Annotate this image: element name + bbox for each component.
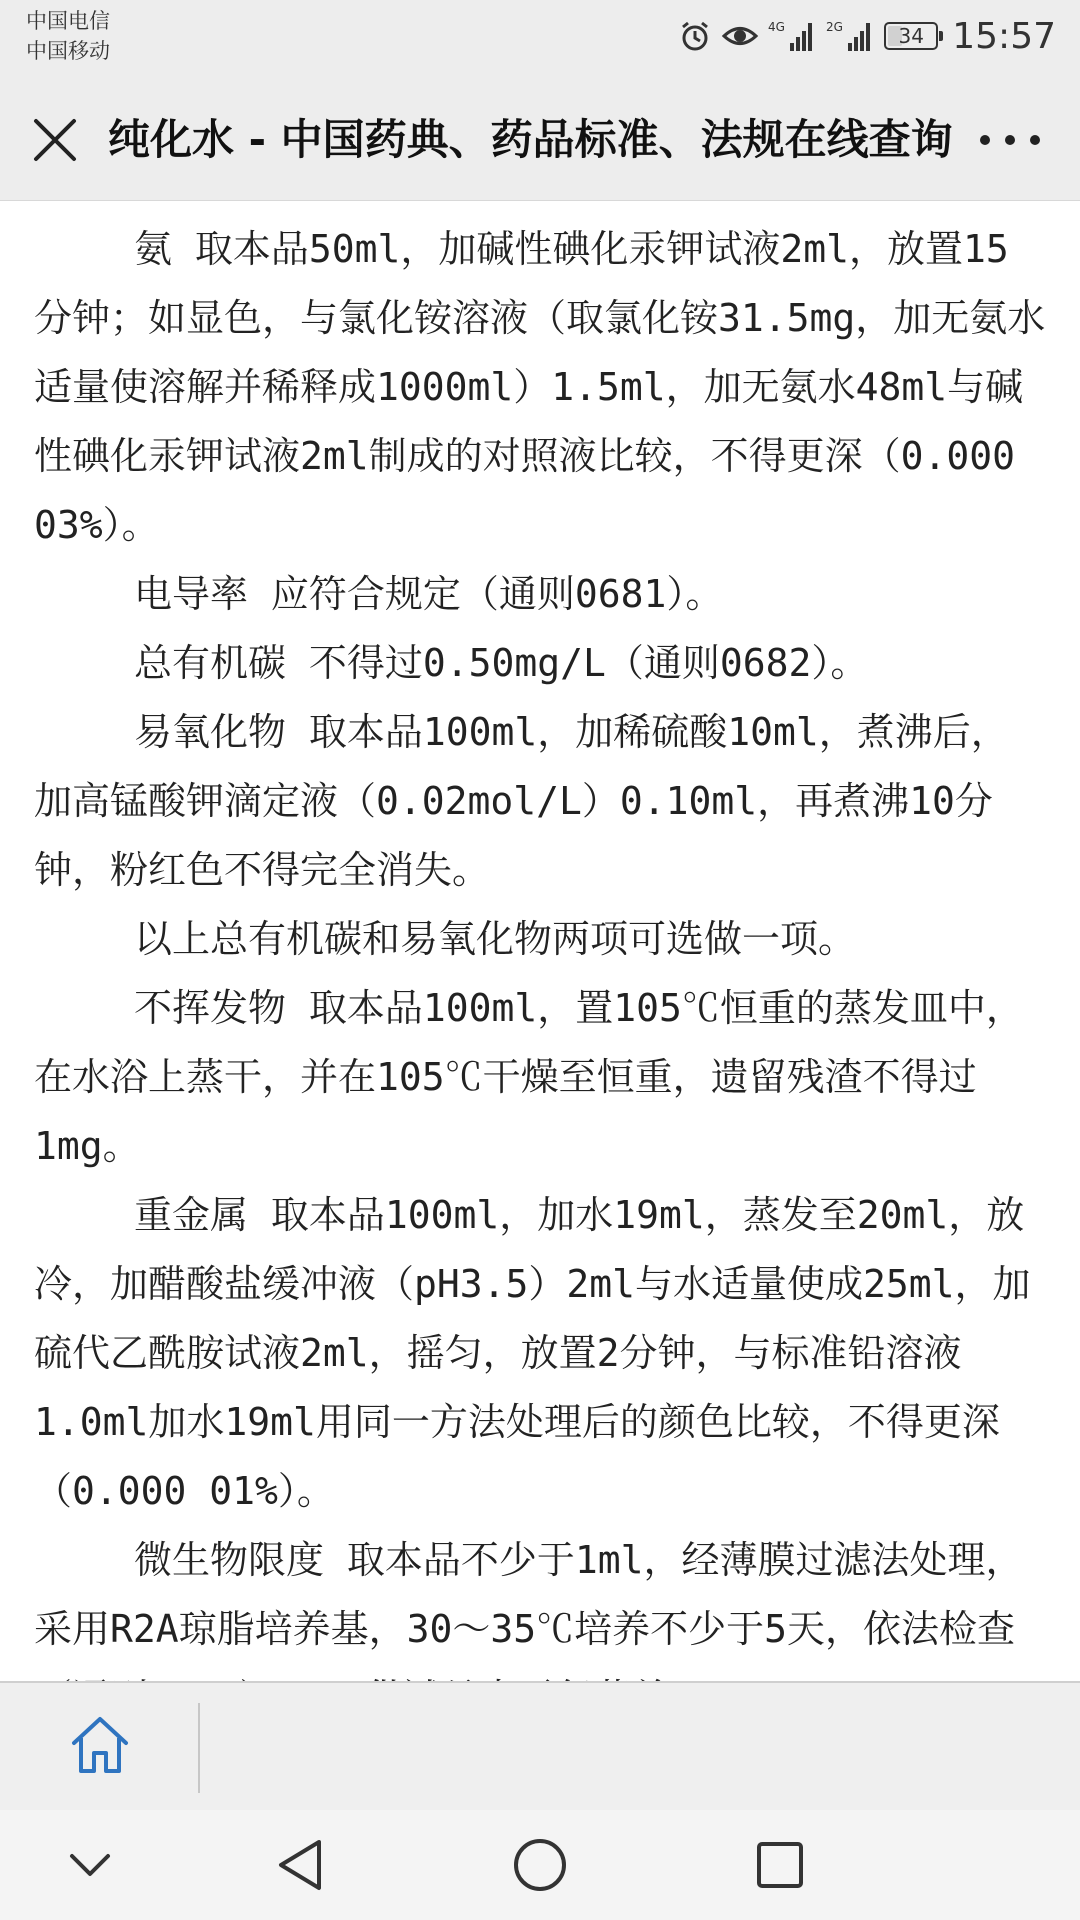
paragraph-text: 以上总有机碳和易氧化物两项可选做一项。 [134,917,857,961]
more-icon-dot [1030,135,1040,145]
paragraph-conductivity [0,560,1080,629]
paragraph-text: 氨 取本品50ml，加碱性碘化汞钾试液2ml，放置15分钟；如显色，与氯化铵溶液（取氯化铵31.5mg，加无氨水适量使溶解并稀释成1000ml）1.5ml，加无氨水48ml与碱性碘化汞钾试液2ml制成的对照液比较，不得更深（0.000 03%）。 [34,227,1046,547]
signal-4g-icon [768,19,816,53]
nav-back-button[interactable] [270,1835,330,1895]
home-icon [68,1713,132,1777]
paragraph-note [0,905,1080,974]
paragraph-text: 易氧化物 取本品100ml，加稀硫酸10ml，煮沸后，加高锰酸钾滴定液（0.02mol/L）0.10ml，再煮沸10分钟，粉红色不得完全消失。 [34,710,1009,892]
battery-level: 34 [898,24,924,48]
more-button[interactable] [980,130,1040,150]
signal-2g-icon [826,19,874,53]
carrier-labels [26,6,110,66]
more-icon-dot [980,135,990,145]
paragraph-text: 电导率 应符合规定（通则0681）。 [134,572,724,616]
home-circle-icon [512,1837,568,1893]
carrier-1: 中国电信 [26,9,110,33]
status-bar [0,0,1080,80]
paragraph-text: 总有机碳 不得过0.50mg/L（通则0682）。 [134,641,869,685]
chevron-down-icon [68,1850,112,1880]
paragraph-text: 微生物限度 取本品不少于1ml，经薄膜过滤法处理，采用R2A琼脂培养基，30～35℃培养不少于5天，依法检查 [34,1538,1024,1651]
bottom-toolbar [0,1681,1080,1812]
back-triangle-icon [275,1838,325,1892]
nav-recents-button[interactable] [750,1835,810,1895]
paragraph-toc [0,629,1080,698]
paragraph-heavy-metals [0,1181,1080,1526]
eye-icon [722,21,758,51]
system-nav-bar [0,1810,1080,1920]
title-bar [0,80,1080,201]
paragraph-ammonia [0,201,1080,560]
alarm-icon [678,19,712,53]
status-icons [678,14,1056,58]
paragraph-text: 重金属 取本品100ml，加水19ml，蒸发至20ml，放冷，加醋酸盐缓冲液（pH3.5）2ml与水适量使成25ml，加硫代乙酰胺试液2ml，摇匀，放置2分钟，与标准铅溶液1.0ml加水19ml用同一方法处理后的颜色比较，不得更深（0.000 01%）。 [34,1193,1031,1513]
paragraph-text: 不挥发物 取本品100ml，置105℃恒重的蒸发皿中，在水浴上蒸干，并在105℃干燥至恒重，遗留残渣不得过1mg。 [34,986,1024,1168]
toolbar-divider [198,1703,200,1793]
clock: 15:57 [952,15,1056,57]
paragraph-oxidizable [0,698,1080,905]
paragraph-nonvolatile [0,974,1080,1181]
home-button[interactable] [68,1713,132,1777]
recent-square-icon [755,1840,805,1890]
close-icon [28,113,82,167]
page-title: 纯化水 - 中国药典、药品标准、法规在线查询 [108,115,953,164]
nav-home-button[interactable] [510,1835,570,1895]
network-2g-label: 2G [826,20,844,34]
network-4g-label: 4G [768,20,786,34]
carrier-2: 中国移动 [26,39,110,63]
battery-icon [884,22,938,50]
more-icon-dot [1005,135,1015,145]
article-content[interactable] [0,201,1080,1681]
close-button[interactable] [28,113,82,167]
nav-collapse-button[interactable] [60,1835,120,1895]
